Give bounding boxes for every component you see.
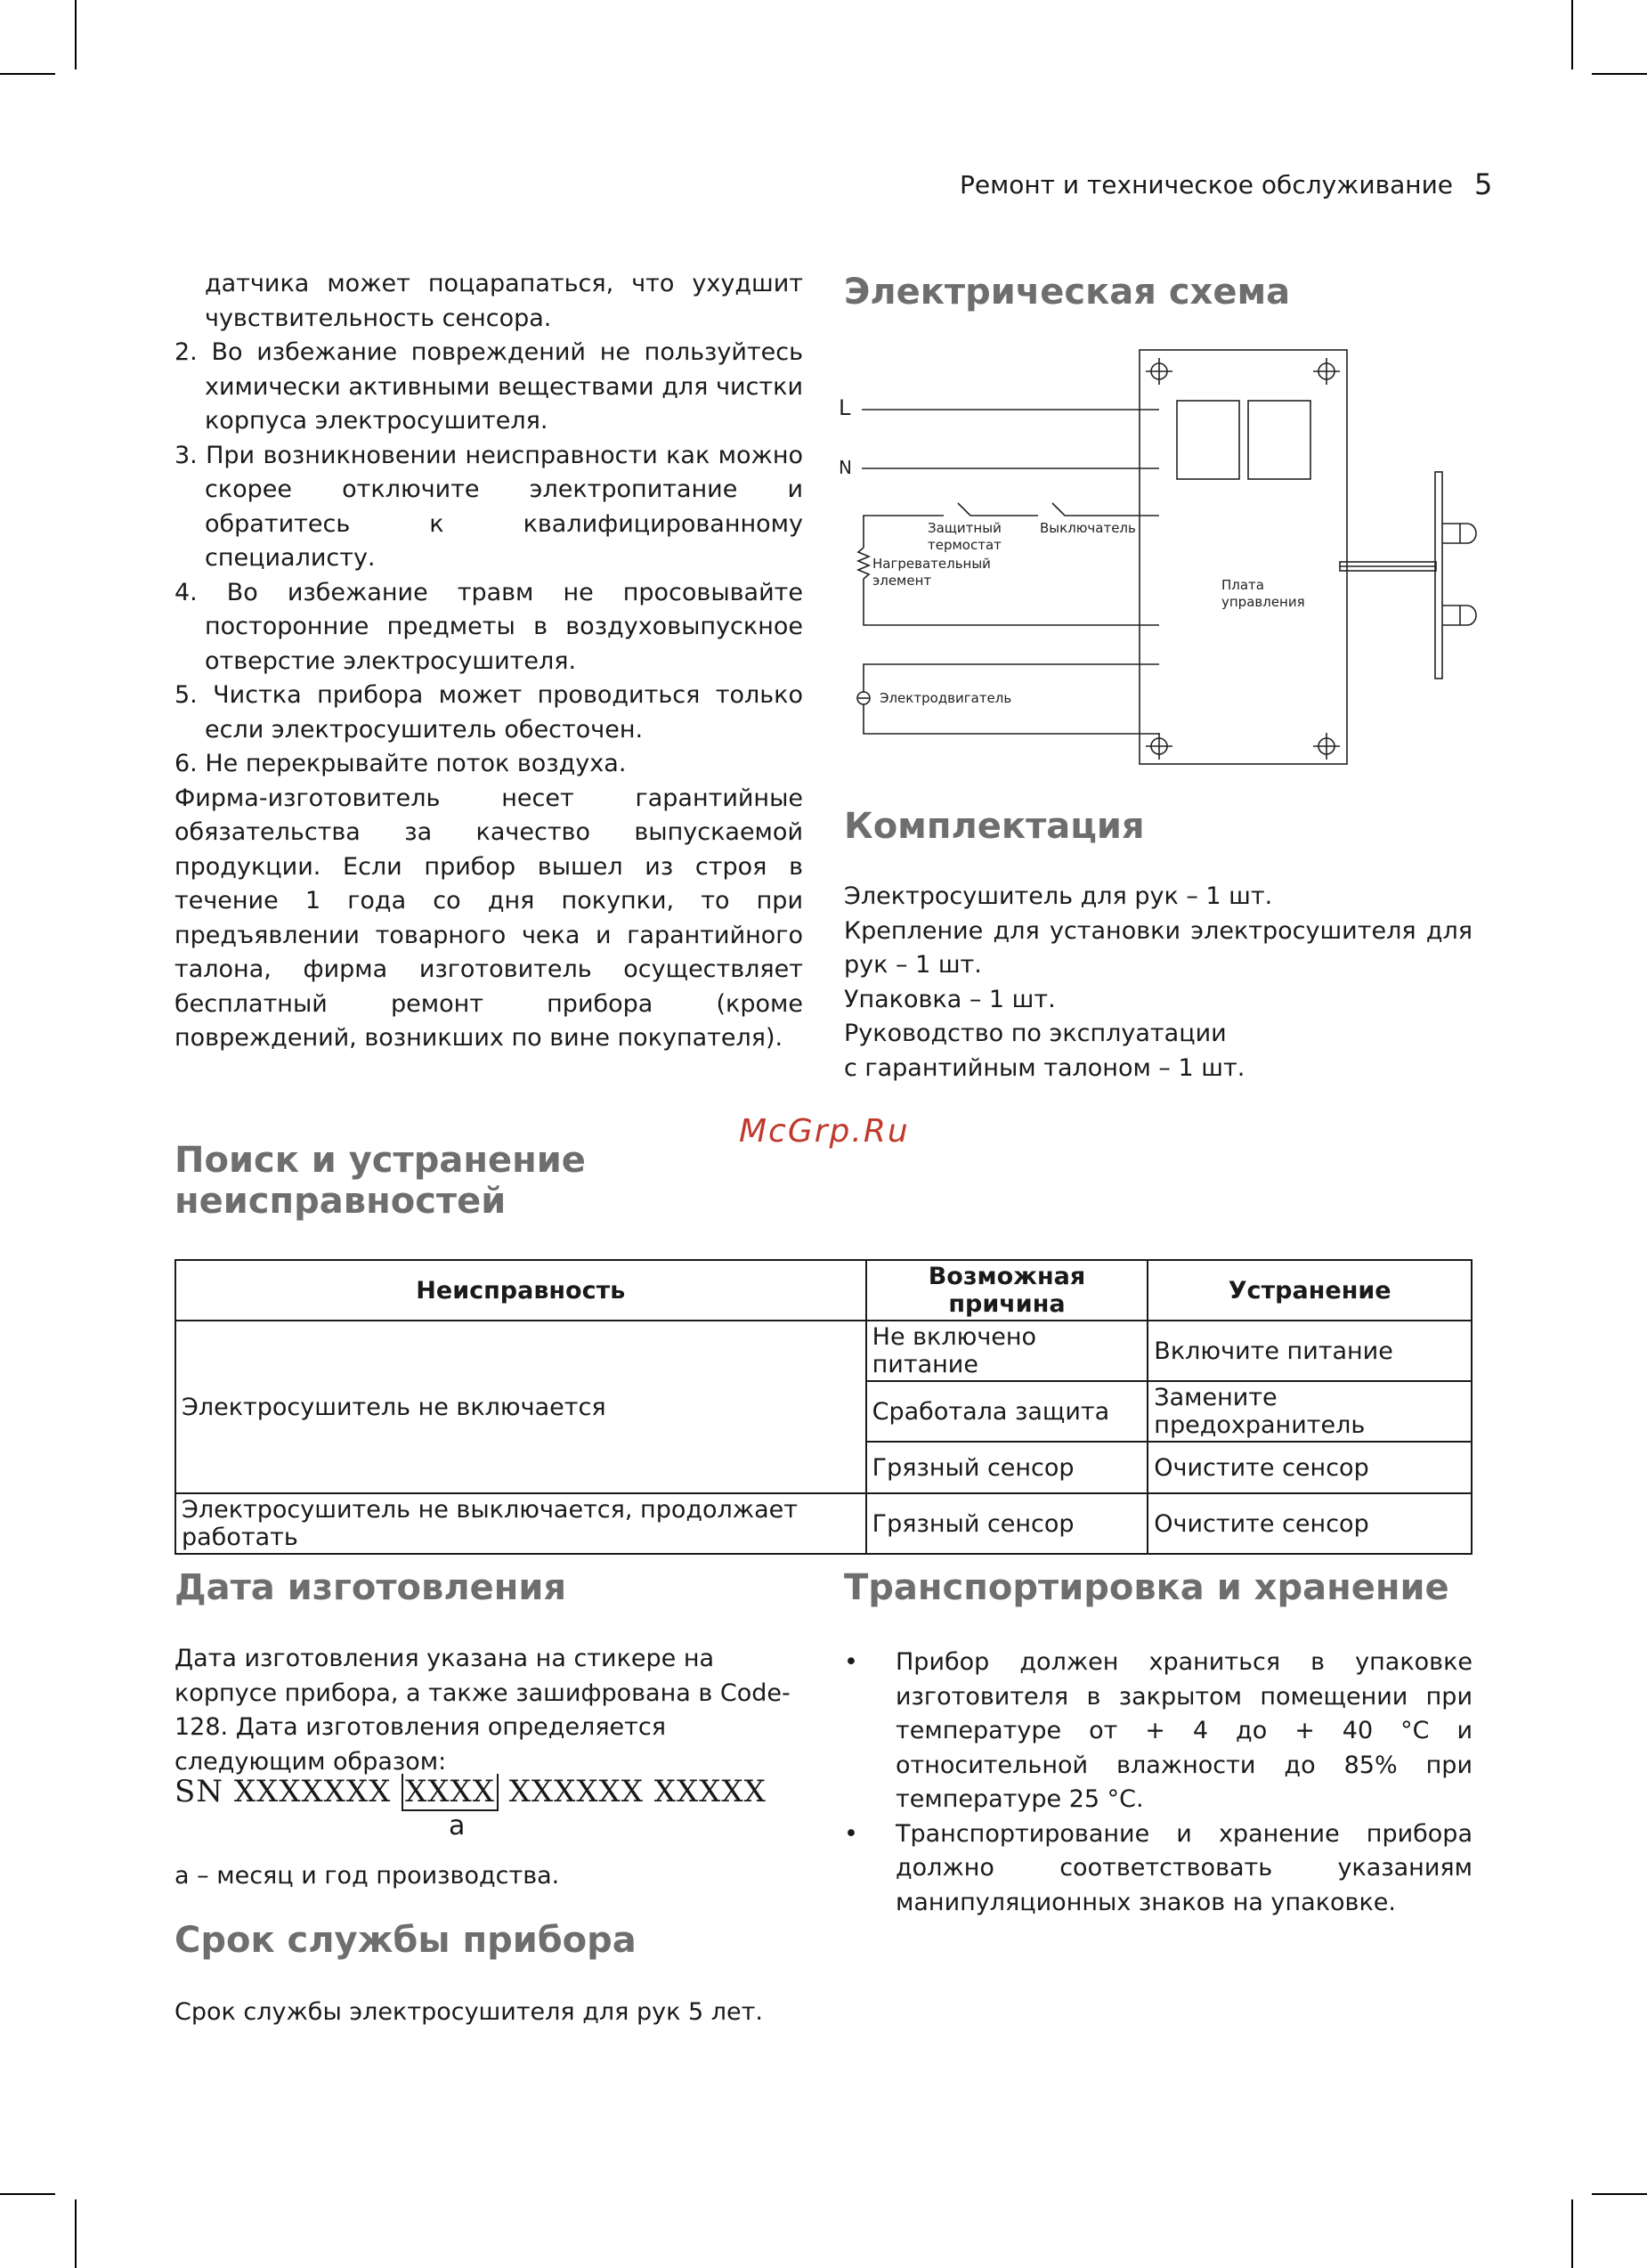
storage-heading: Транспортировка и хранение [844,1567,1449,1608]
wire-heater [958,503,1038,516]
board-label: Плата [1221,577,1264,593]
table-header-row [175,1260,1472,1321]
troubleshooting-table [174,1259,1473,1555]
thermostat-label: термостат [928,537,1002,553]
heater-label: элемент [872,573,932,589]
list-item: 5. Чистка прибора может проводиться только если электросушитель обесточен. [174,681,803,744]
thermostat-label: Защитный [928,520,1002,536]
table-row [175,1321,1472,1381]
serial-number-format [174,1774,767,1809]
sn-mark-label: a [449,1810,466,1841]
heater-element [858,548,869,579]
column-header: Возможная причина [866,1260,1148,1321]
fix-cell: Очистите сенсор [1148,1493,1472,1554]
column-header: Устранение [1148,1260,1472,1321]
kit-item: Крепление для установки электросушителя для рук – 1 шт. [844,916,1473,979]
table-row [175,1493,1472,1554]
crop-mark [1592,2193,1647,2195]
wire-heater [1052,503,1159,516]
kit-heading: Комплектация [844,806,1145,847]
wire-motor [864,704,1159,734]
mounting-mark [1146,358,1172,385]
fix-cell: Очистите сенсор [1148,1442,1472,1493]
switch-label: Выключатель [1040,520,1136,536]
sn-marked: XXXX [402,1774,499,1811]
list-item: 2. Во избежание повреждений не пользуйтесь химически активными веществами для чистки корпуса электросушителя. [174,338,803,435]
kit-item: Руководство по эксплуатации [844,1020,1227,1047]
warranty-paragraph: Фирма-изготовитель несет гарантийные обязательства за качество выпускаемой продукции. Если прибор вышел из строя в течение 1 года со дня покупки, то при предъявлении товарного чека и гарантийного талона, фирма изготовитель осуществляет бесплатный ремонт прибора (кроме повреждений, возникших по вине покупателя). [174,784,803,1052]
label-l: L [839,395,851,420]
watermark: McGrp.Ru [739,1113,910,1150]
kit-item: Упаковка – 1 шт. [844,985,1056,1013]
cause-cell: Не включено питание [866,1321,1148,1381]
fix-cell: Включите питание [1148,1321,1472,1381]
fault-cell: Электросушитель не выключается, продолжает работать [175,1493,866,1554]
led-icon [1442,606,1476,625]
list-item: 3. При возникновении неисправности как можно скорее отключите электропитание и обратитесь к квалифицированному специалисту. [174,441,803,572]
led-icon [1442,524,1476,543]
crop-mark [0,2193,55,2195]
motor-label: Электродвигатель [880,690,1012,706]
manufacture-heading: Дата изготовления [174,1567,567,1608]
kit-item: с гарантийным талоном – 1 шт. [844,1053,1245,1082]
relay-block [1248,401,1310,479]
troubleshooting-heading-line: Поиск и устранение [174,1140,586,1181]
schematic-heading: Электрическая схема [844,272,1291,313]
crop-mark [0,73,55,75]
troubleshooting-heading-line: неисправностей [174,1181,507,1222]
bullet: • [844,1819,858,1848]
kit-item: Электросушитель для рук – 1 шт. [844,882,1273,910]
crop-mark [75,0,77,69]
sn-prefix: SN XXXXXXX [174,1774,402,1809]
care-list [174,336,803,782]
label-n: N [839,457,852,478]
list-item [844,1817,1473,1921]
heater-label: Нагревательный [872,556,991,572]
crop-mark [1571,2199,1573,2268]
care-section [174,267,803,1056]
cause-cell: Грязный сенсор [866,1442,1148,1493]
fix-cell: Замените предохранитель [1148,1381,1472,1442]
control-board [1140,350,1347,764]
column-header: Неисправность [175,1260,866,1321]
relay-block [1177,401,1239,479]
service-life-text: Срок службы электросушителя для рук 5 лет. [174,1998,763,2026]
page-number: 5 [1474,167,1493,201]
mounting-mark [1313,358,1340,385]
manufacture-text: Дата изготовления указана на стикере на корпусе прибора, а также зашифрована в Code-128. Дата изготовления определяется следующим образом: [174,1645,791,1776]
board-label: управления [1221,594,1305,610]
storage-item-text: Транспортирование и хранение прибора должно соответствовать указаниям манипуляционных знаков на упаковке. [896,1819,1473,1916]
fault-cell: Электросушитель не включается [175,1321,866,1493]
list-item [844,1646,1473,1817]
running-header: Ремонт и техническое обслуживание [960,170,1453,199]
sn-suffix: XXXXXX XXXXX [498,1774,767,1809]
wire-motor [864,664,1159,693]
service-life-heading: Срок службы прибора [174,1920,637,1961]
crop-mark [1592,73,1647,75]
mounting-mark [1313,733,1340,760]
cause-cell: Сработала защита [866,1381,1148,1442]
bullet: • [844,1648,858,1676]
crop-mark [1571,0,1573,69]
list-item: 4. Во избежание травм не просовывайте посторонние предметы в воздуховыпускное отверстие электросушителя. [174,578,803,675]
list-item: 6. Не перекрывайте поток воздуха. [174,750,627,777]
cause-cell: Грязный сенсор [866,1493,1148,1554]
sensor-plate [1435,472,1442,679]
care-continuation: датчика может поцарапаться, что ухудшит чувствительность сенсора. [205,270,803,332]
crop-mark [75,2199,77,2268]
kit-list [844,880,1473,1085]
manufacture-legend: a – месяц и год производства. [174,1862,560,1890]
storage-list [844,1646,1473,1920]
storage-item-text: Прибор должен храниться в упаковке изготовителя в закрытом помещении при температуре от + 4 до + 40 °С и относительной влажности до 85% при температуре 25 °С. [896,1648,1473,1813]
mounting-mark [1146,733,1172,760]
wiring-diagram [828,338,1487,775]
troubleshooting-heading [174,1140,586,1222]
